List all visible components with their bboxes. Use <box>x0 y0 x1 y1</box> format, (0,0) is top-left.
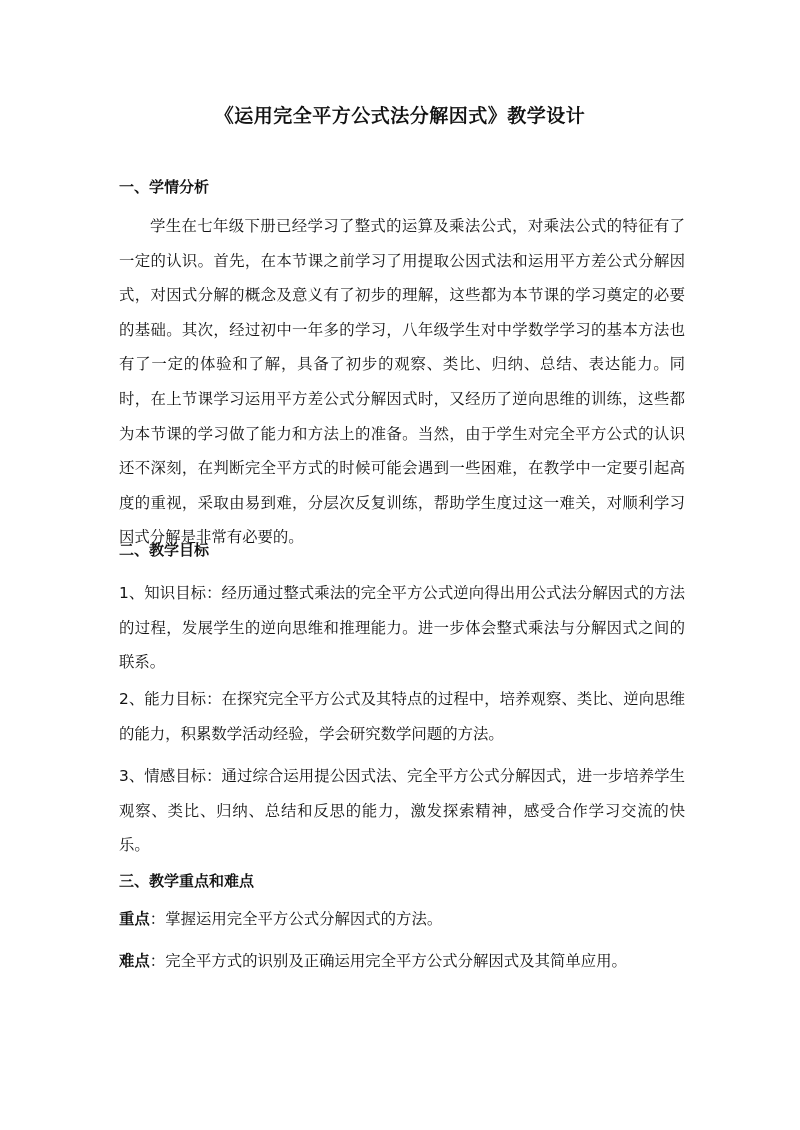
difficulty-line <box>119 944 685 979</box>
document-title: 《运用完全平方公式法分解因式》教学设计 <box>214 105 586 127</box>
learning-analysis-paragraph: 学生在七年级下册已经学习了整式的运算及乘法公式，对乘法公式的特征有了一定的认识。首先，在本节课之前学习了用提取公因式法和运用平方差公式分解因式，对因式分解的概念及意义有了初步的理解，这些都为本节课的学习奠定的必要的基础。其次，经过初中一年多的学习，八年级学生对中学数学学习的基本方法也有了一定的体验和了解，具备了初步的观察、类比、归纳、总结、表达能力。同时，在上节课学习运用平方差公式分解因式时，又经历了逆向思维的训练，这些都为本节课的学习做了能力和方法上的准备。当然，由于学生对完全平方公式的认识还不深刻，在判断完全平方式的时候可能会遇到一些困难，在教学中一定要引起高度的重视，采取由易到难，分层次反复训练，帮助学生度过这一难关，对顺利学习因式分解是非常有必要的。 <box>119 217 685 547</box>
goal-emotion: 3、情感目标：通过综合运用提公因式法、完全平方公式分解因式，进一步培养学生观察、类比、归纳、总结和反思的能力，激发探索精神，感受合作学习交流的快乐。 <box>119 767 685 855</box>
difficulty-text: ：完全平方式的识别及正确运用完全平方公式分解因式及其简单应用。 <box>149 952 627 970</box>
section-heading-teaching-goals: 二、教学目标 <box>119 541 210 559</box>
difficulty-label: 难点 <box>119 952 150 970</box>
goal-knowledge: 1、知识目标：经历通过整式乘法的完全平方公式逆向得出用公式法分解因式的方法的过程，发展学生的逆向思维和推理能力。进一步体会整式乘法与分解因式之间的联系。 <box>119 584 685 672</box>
goal-ability: 2、能力目标：在探究完全平方公式及其特点的过程中，培养观察、类比、逆向思维的能力，积累数学活动经验，学会研究数学问题的方法。 <box>119 690 685 743</box>
key-point-label: 重点 <box>119 910 150 928</box>
section-heading-learning-analysis: 一、学情分析 <box>119 178 210 196</box>
section-heading-key-points: 三、教学重点和难点 <box>119 872 255 890</box>
key-point-text: ：掌握运用完全平方公式分解因式的方法。 <box>149 910 443 928</box>
key-point-line <box>119 902 685 937</box>
